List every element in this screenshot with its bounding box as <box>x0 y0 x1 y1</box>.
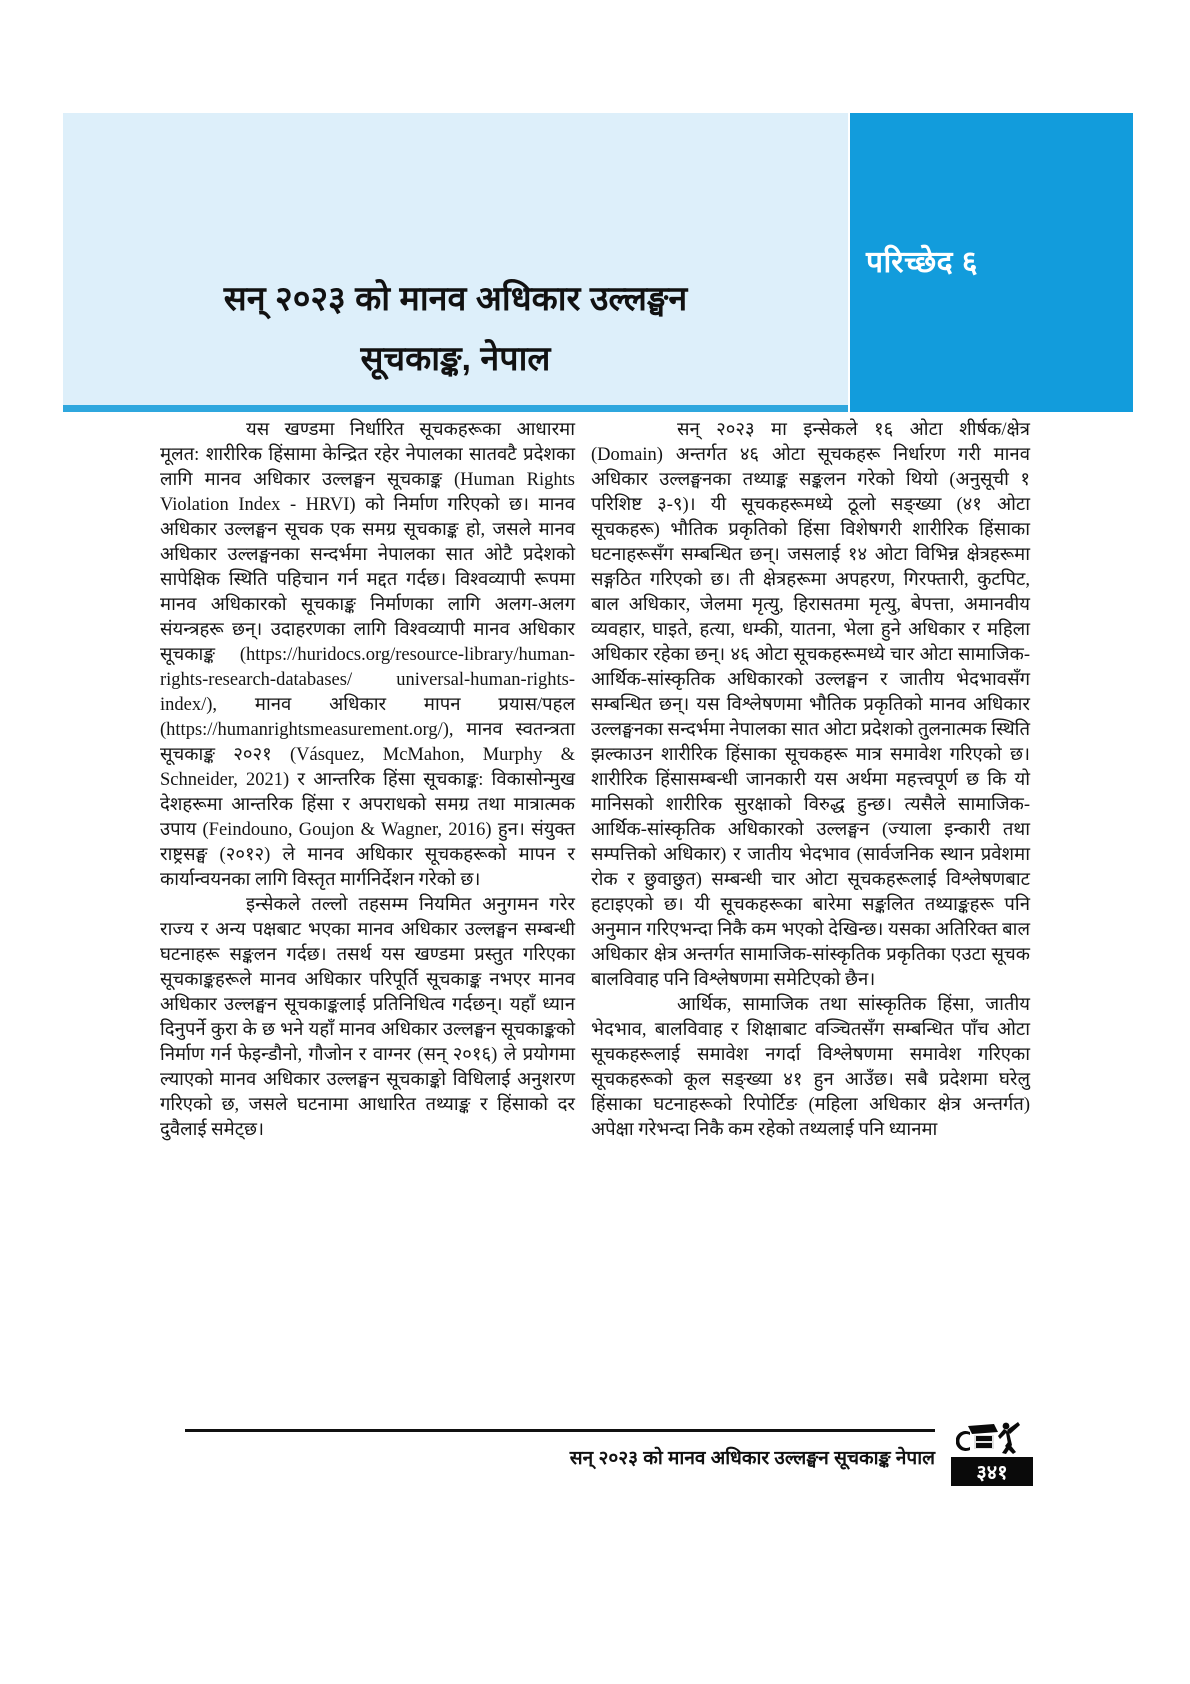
text-column-left <box>160 418 575 1403</box>
page-number-badge <box>951 1457 1033 1486</box>
paragraph: यस खण्डमा निर्धारित सूचकहरूका आधारमा मूलत: शारीरिक हिंसामा केन्द्रित रहेर नेपालका सातवटै प्रदेशका लागि मानव अधिकार उल्लङ्घन सूचकाङ्क (Human Rights Violation Index - HRVI) को निर्माण गरिएको छ। मानव अधिकार उल्लङ्घन सूचक एक समग्र सूचकाङ्क हो, जसले मानव अधिकार उल्लङ्घनका सन्दर्भमा नेपालका सात ओटै प्रदेशको सापेक्षिक स्थिति पहिचान गर्न मद्दत गर्दछ। विश्वव्यापी रूपमा मानव अधिकारको सूचकाङ्क निर्माणका लागि अलग-अलग संयन्त्रहरू छन्। उदाहरणका लागि विश्वव्यापी मानव अधिकार सूचकाङ्क (https://huridocs.org/resource-library/human-rights-research-databases/ universal-human-rights-index/), मानव अधिकार मापन प्रयास/पहल (https://humanrightsmeasurement.org/), मानव स्वतन्त्रता सूचकाङ्क २०२१ (Vásquez, McMahon, Murphy & Schneider, 2021) र आन्तरिक हिंसा सूचकाङ्क: विकासोन्मुख देशहरूमा आन्तरिक हिंसा र अपराधको समग्र तथा मात्रात्मक उपाय (Feindouno, Goujon & Wagner, 2016) हुन। संयुक्त राष्ट्रसङ्घ (२०१२) ले मानव अधिकार सूचकहरूको मापन र कार्यान्वयनका लागि विस्तृत मार्गनिर्देशन गरेको छ। <box>160 420 575 890</box>
paragraph: आर्थिक, सामाजिक तथा सांस्कृतिक हिंसा, जातीय भेदभाव, बालविवाह र शिक्षाबाट वञ्चितसँग सम्बन्धित पाँच ओटा सूचकहरूलाई समावेश नगर्दा विश्लेषणमा समावेश गरिएका सूचकहरूको कूल सङ्ख्या ४१ हुन आउँछ। सबै प्रदेशमा घरेलु हिंसाका घटनाहरूको रिपोर्टिङ (महिला अधिकार क्षेत्र अन्तर्गत) अपेक्षा गरेभन्दा निकै कम रहेको तथ्यलाई पनि ध्यानमा <box>591 995 1030 1140</box>
footer-rule <box>185 1429 935 1432</box>
page-title <box>224 279 688 379</box>
footer-running-title: सन् २०२३ को मानव अधिकार उल्लङ्घन सूचकाङ्क नेपाल <box>569 1448 935 1469</box>
chapter-label: परिच्छेद ६ <box>866 245 979 279</box>
chapter-header-banner <box>63 113 848 405</box>
page-title-line2: सूचकाङ्क, नेपाल <box>360 340 551 378</box>
paragraph: सन् २०२३ मा इन्सेकले १६ ओटा शीर्षक/क्षेत्र (Domain) अन्तर्गत ४६ ओटा सूचकहरू निर्धारण गरी मानव अधिकार उल्लङ्घनका तथ्याङ्क सङ्कलन गरेको थियो (अनुसूची १ परिशिष्ट ३-९)। यी सूचकहरूमध्ये ठूलो सङ्ख्या (४१ ओटा सूचकहरू) भौतिक प्रकृतिको हिंसा विशेषगरी शारीरिक हिंसाका घटनाहरूसँग सम्बन्धित छन्। जसलाई १४ ओटा विभिन्न क्षेत्रहरूमा सङ्गठित गरिएको छ। ती क्षेत्रहरूमा अपहरण, गिरफ्तारी, कुटपिट, बाल अधिकार, जेलमा मृत्यु, हिरासतमा मृत्यु, बेपत्ता, अमानवीय व्यवहार, घाइते, हत्या, धम्की, यातना, भेला हुने अधिकार र महिला अधिकार रहेका छन्। ४६ ओटा सूचकहरूमध्ये चार ओटा सामाजिक-आर्थिक-सांस्कृतिक अधिकारको उल्लङ्घन र जातीय भेदभावसँग सम्बन्धित छन्। यस विश्लेषणमा भौतिक प्रकृतिको मानव अधिकार उल्लङ्घनका सन्दर्भमा नेपालका सात ओटा प्रदेशको तुलनात्मक स्थिति झल्काउन शारीरिक हिंसाका सूचकहरू मात्र समावेश गरिएको छ। शारीरिक हिंसासम्बन्धी जानकारी यस अर्थमा महत्त्वपूर्ण छ कि यो मानिसको शारीरिक सुरक्षाको विरुद्ध हुन्छ। त्यसैले सामाजिक-आर्थिक-सांस्कृतिक अधिकारको उल्लङ्घन (ज्याला इन्कारी तथा सम्पत्तिको अधिकार) र जातीय भेदभाव (सार्वजनिक स्थान प्रवेशमा रोक र छुवाछुत) सम्बन्धी चार ओटा सूचकहरूलाई विश्लेषणबाट हटाइएको छ। यी सूचकहरूका बारेमा सङ्कलित तथ्याङ्कहरू पनि अनुमान गरिएभन्दा निकै कम भएको देखिन्छ। यसका अतिरिक्त बाल अधिकार क्षेत्र अन्तर्गत सामाजिक-सांस्कृतिक प्रकृतिका एउटा सूचक बालविवाह पनि विश्लेषणमा समेटिएको छैन। <box>591 420 1030 990</box>
page-number: ३४१ <box>976 1462 1008 1484</box>
chapter-number-box <box>850 113 1133 412</box>
header-rule <box>63 405 848 412</box>
text-column-right <box>591 418 1030 1403</box>
insec-logo <box>956 1420 1022 1456</box>
page-title-line1: सन् २०२३ को मानव अधिकार उल्लङ्घन <box>223 280 688 318</box>
paragraph: इन्सेकले तल्लो तहसम्म नियमित अनुगमन गरेर राज्य र अन्य पक्षबाट भएका मानव अधिकार उल्लङ्घन सम्बन्धी घटनाहरू सङ्कलन गर्दछ। तसर्थ यस खण्डमा प्रस्तुत गरिएका सूचकाङ्कहरूले मानव अधिकार परिपूर्ति सूचकाङ्क नभएर मानव अधिकार उल्लङ्घन सूचकाङ्कलाई प्रतिनिधित्व गर्दछन्। यहाँ ध्यान दिनुपर्ने कुरा के छ भने यहाँ मानव अधिकार उल्लङ्घन सूचकाङ्कको निर्माण गर्न फेइन्डौनो, गौजोन र वाग्नर (सन् २०१६) ले प्रयोगमा ल्याएको मानव अधिकार उल्लङ्घन सूचकाङ्को विधिलाई अनुशरण गरिएको छ, जसले घटनामा आधारित तथ्याङ्क र हिंसाको दर दुवैलाई समेट्छ। <box>160 895 575 1140</box>
